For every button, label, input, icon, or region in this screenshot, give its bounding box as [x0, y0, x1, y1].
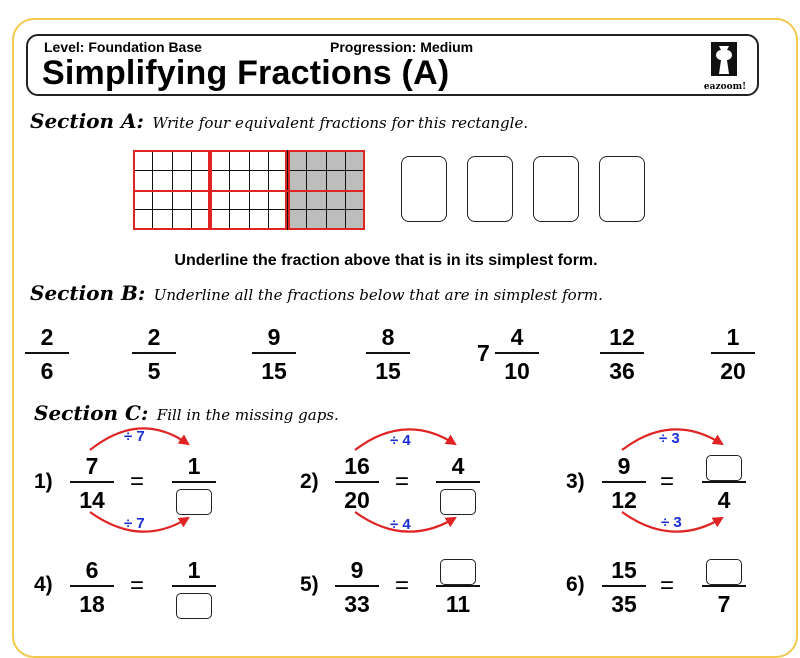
numerator: 15: [611, 557, 637, 583]
denominator: [428, 486, 488, 514]
operator-bottom-3: ÷ 3: [661, 514, 682, 531]
equals-sign: =: [660, 572, 675, 599]
equals-sign: =: [660, 468, 675, 495]
denominator: 7: [717, 591, 731, 617]
operator-bottom-1: ÷ 7: [124, 515, 145, 532]
equals-sign: =: [130, 468, 145, 495]
numerator: 2: [40, 324, 54, 350]
operator-top-1: ÷ 7: [124, 428, 145, 445]
numerator: 7: [85, 453, 99, 479]
answer-blank[interactable]: [706, 559, 742, 585]
answer-blank[interactable]: [440, 489, 476, 515]
fraction-bar: [436, 585, 480, 587]
problem-6-left-fraction: [594, 556, 654, 618]
page-title: Simplifying Fractions (A): [42, 54, 450, 92]
problem-label-4: 4): [34, 573, 53, 596]
denominator: 20: [720, 358, 746, 384]
problem-5-left-fraction: [327, 556, 387, 618]
numerator: 8: [381, 324, 395, 350]
denominator: 6: [40, 358, 54, 384]
fraction-bar: [602, 585, 646, 587]
problem-2-right-fraction: [428, 452, 488, 514]
denominator: 35: [611, 591, 637, 617]
problem-label-5: 5): [300, 573, 319, 596]
equals-sign: =: [130, 572, 145, 599]
fraction-bar: [702, 481, 746, 483]
logo-text: eazoom!: [703, 82, 747, 92]
problem-label-1: 1): [34, 470, 53, 493]
numerator: [694, 452, 754, 480]
problem-3-left-fraction: [594, 452, 654, 514]
problem-1-left-fraction: [62, 452, 122, 514]
section-a-title: Section A:: [30, 109, 144, 133]
denominator: 15: [261, 358, 287, 384]
problem-6-right-fraction: [694, 556, 754, 618]
denominator: 20: [344, 487, 370, 513]
numerator: [428, 556, 488, 584]
problem-label-3: 3): [566, 470, 585, 493]
equals-sign: =: [395, 468, 410, 495]
numerator: 6: [85, 557, 99, 583]
answer-blank[interactable]: [176, 489, 212, 515]
denominator: 11: [445, 591, 471, 617]
denominator: [164, 590, 224, 618]
denominator: 36: [609, 358, 635, 384]
section-a-instruction: Write four equivalent fractions for this rectangle.: [152, 114, 529, 132]
whole-number: 7: [477, 340, 490, 366]
section-c-title: Section C:: [34, 401, 149, 425]
numerator: 2: [147, 324, 161, 350]
numerator: 1: [187, 453, 201, 479]
problem-label-2: 2): [300, 470, 319, 493]
underline-instruction: Underline the fraction above that is in its simplest form.: [174, 252, 598, 269]
answer-blank[interactable]: [176, 593, 212, 619]
section-b-title: Section B:: [30, 281, 146, 305]
problem-5-right-fraction: [428, 556, 488, 618]
numerator: 12: [609, 324, 635, 350]
progression-label: Progression: Medium: [330, 39, 474, 55]
denominator: 12: [611, 487, 637, 513]
numerator: 1: [187, 557, 201, 583]
fraction-bar: [70, 481, 114, 483]
problem-4-right-fraction: [164, 556, 224, 618]
operator-bottom-2: ÷ 4: [390, 516, 411, 533]
fraction-bar: [335, 585, 379, 587]
numerator: 16: [344, 453, 370, 479]
numerator: 9: [617, 453, 631, 479]
denominator: 14: [79, 487, 105, 513]
numerator: 9: [350, 557, 364, 583]
denominator: 33: [344, 591, 370, 617]
level-label: Level: Foundation Base: [44, 39, 202, 55]
numerator: 4: [451, 453, 465, 479]
fraction-bar: [602, 481, 646, 483]
operator-top-2: ÷ 4: [390, 432, 411, 449]
section-c-instruction: Fill in the missing gaps.: [156, 406, 339, 424]
fraction-bar: [436, 481, 480, 483]
denominator: 15: [375, 358, 401, 384]
answer-blank[interactable]: [706, 455, 742, 481]
fraction-bar: [172, 481, 216, 483]
problem-2-left-fraction: [327, 452, 387, 514]
problem-3-right-fraction: [694, 452, 754, 514]
section-b-instruction: Underline all the fractions below that are in simplest form.: [153, 286, 603, 304]
denominator: [164, 486, 224, 514]
fraction-bar: [335, 481, 379, 483]
problem-1-right-fraction: [164, 452, 224, 514]
denominator: 10: [504, 358, 530, 384]
denominator: 18: [79, 591, 105, 617]
fraction-bar: [702, 585, 746, 587]
problem-4-left-fraction: [62, 556, 122, 618]
operator-top-3: ÷ 3: [659, 430, 680, 447]
answer-blank[interactable]: [440, 559, 476, 585]
fraction-bar: [70, 585, 114, 587]
fraction-bar: [172, 585, 216, 587]
numerator: [694, 556, 754, 584]
problem-label-6: 6): [566, 573, 585, 596]
numerator: 1: [726, 324, 740, 350]
denominator: 5: [147, 358, 161, 384]
equals-sign: =: [395, 572, 410, 599]
numerator: 9: [267, 324, 281, 350]
numerator: 4: [510, 324, 524, 350]
denominator: 4: [717, 487, 731, 513]
